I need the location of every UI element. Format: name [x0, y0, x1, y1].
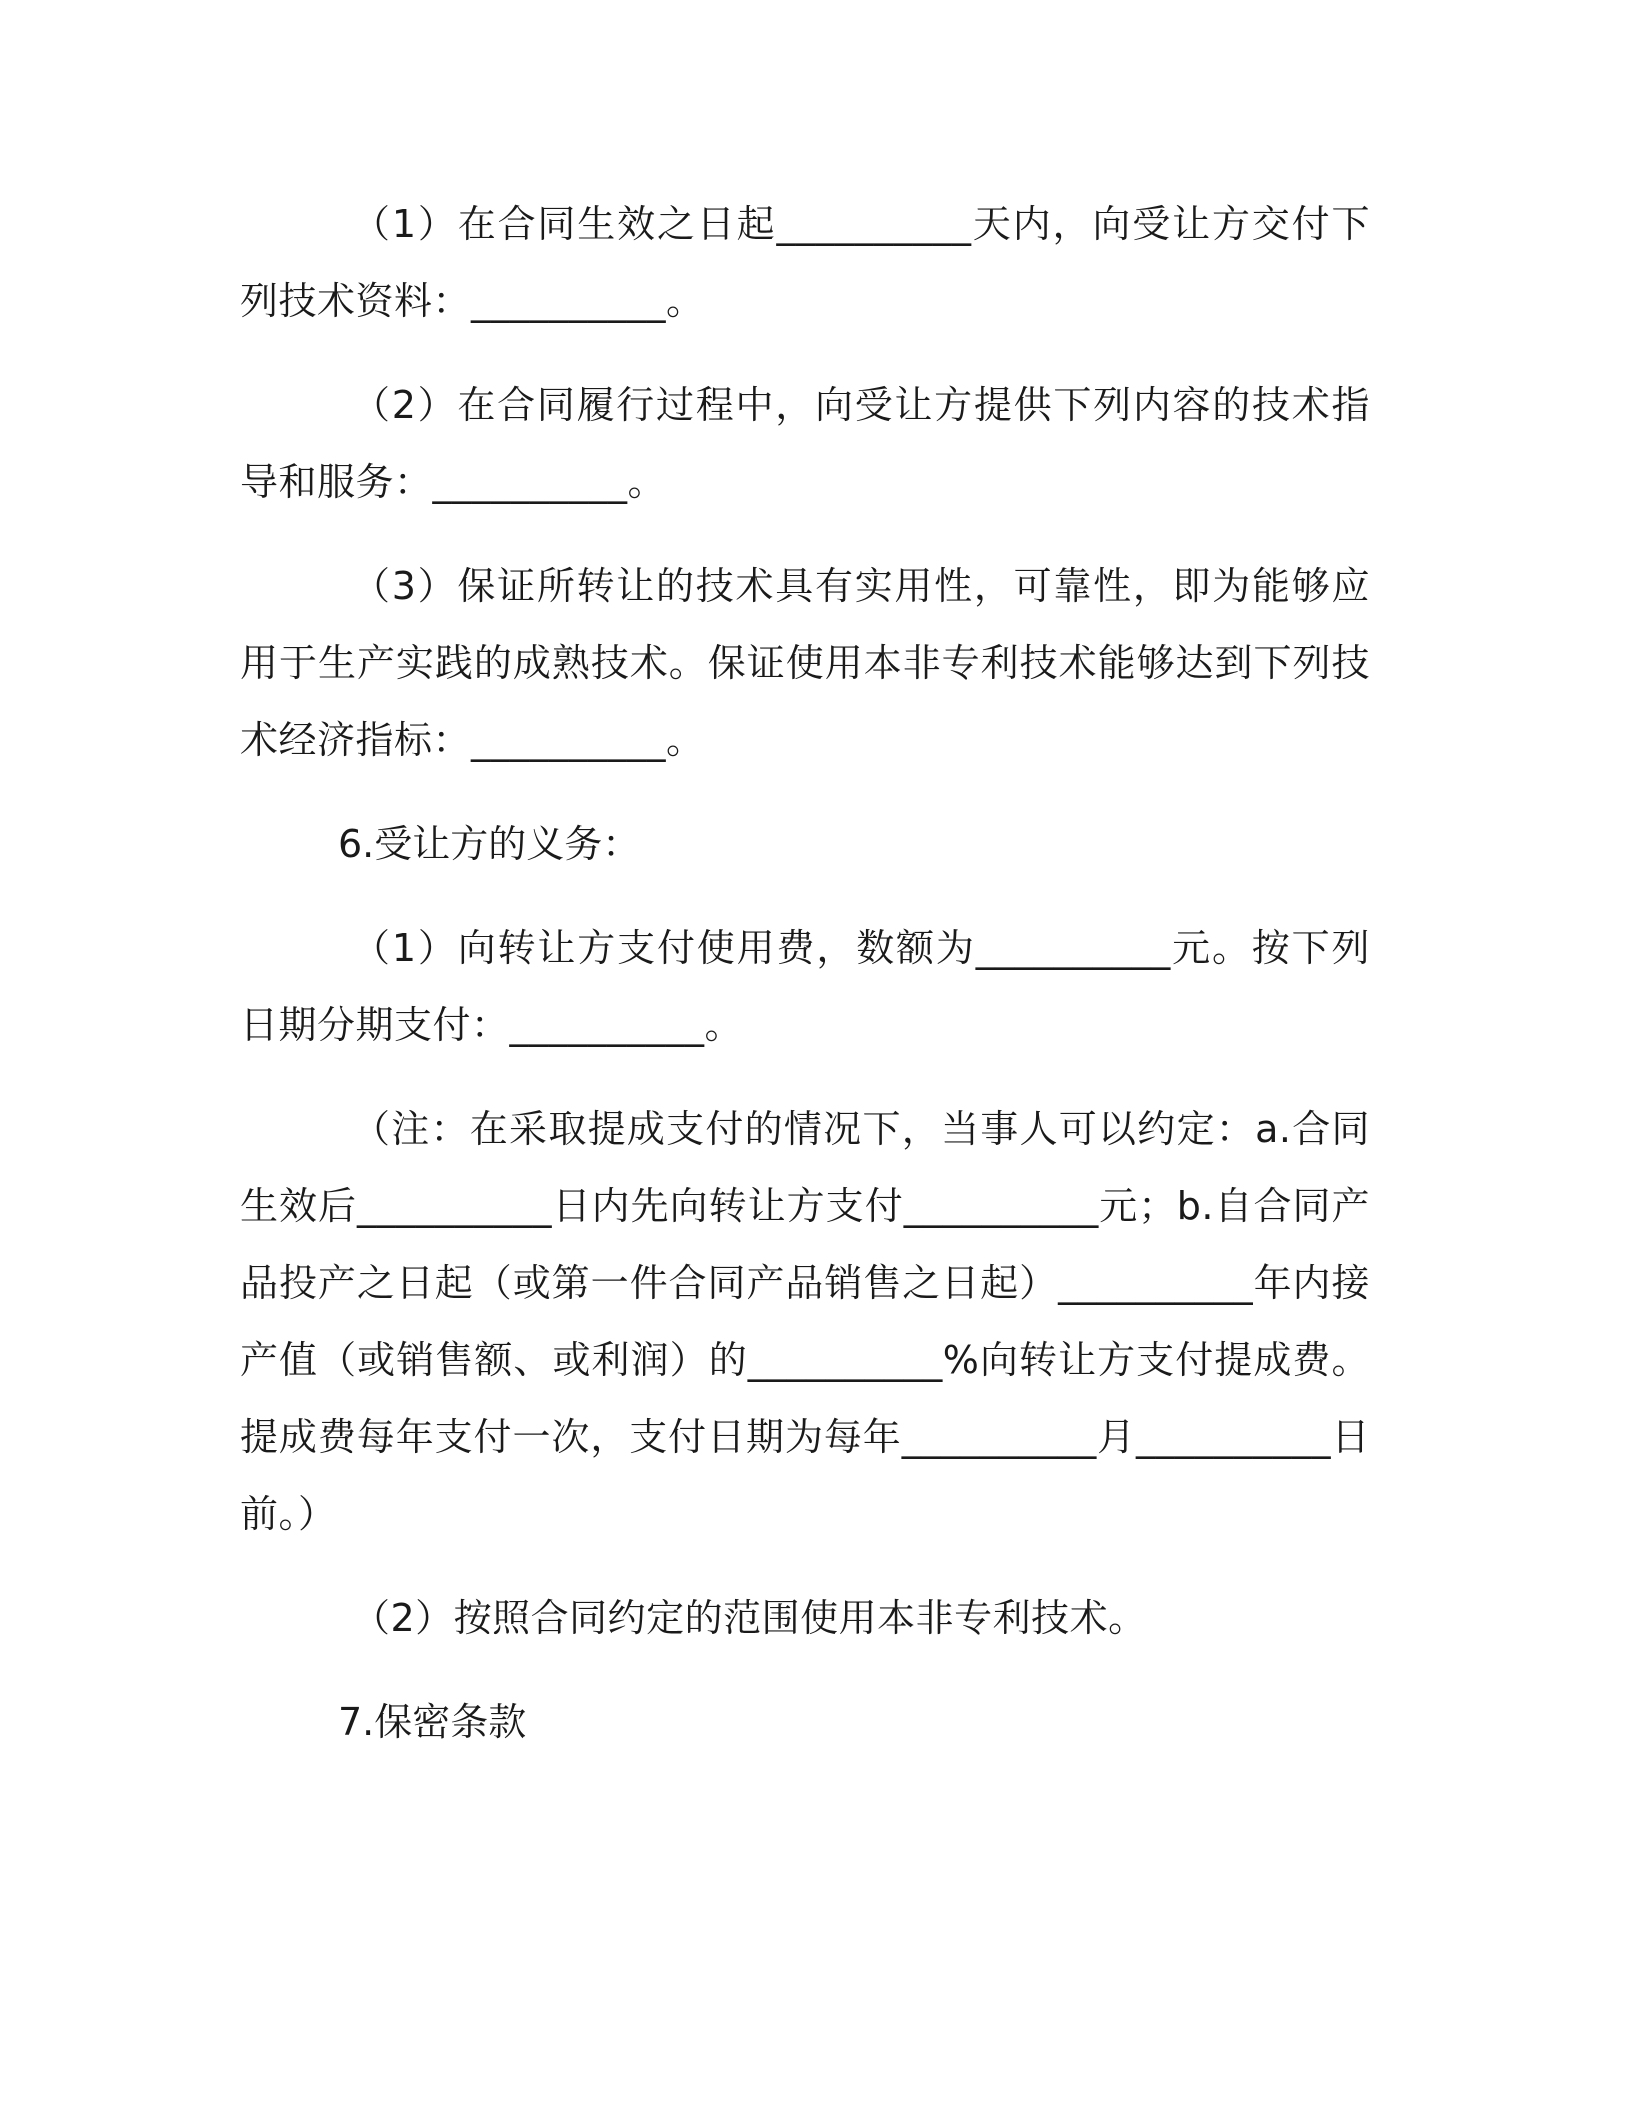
clause-2-paragraph: （2）在合同履行过程中，向受让方提供下列内容的技术指导和服务：__________。: [240, 383, 1370, 504]
section-6-clause-2: （2）按照合同约定的范围使用本非专利技术。: [352, 1596, 1147, 1640]
section-7-heading: 7.保密条款: [338, 1700, 527, 1744]
document-page: [240, 186, 1370, 1788]
clause-1-paragraph: （1）在合同生效之日起__________天内，向受让方交付下列技术资料：__________。: [240, 202, 1370, 323]
section-6-note: （注：在采取提成支付的情况下，当事人可以约定：a.合同生效后__________日内先向转让方支付__________元；b.自合同产品投产之日起（或第一件合同产品销售之日起）__________年内接产值（或销售额、或利润）的__________%向转让方支付提成费。提成费每年支付一次，支付日期为每年__________月__________日前。）: [240, 1107, 1370, 1536]
section-6-heading: 6.受让方的义务：: [338, 822, 641, 866]
clause-3-paragraph: （3）保证所转让的技术具有实用性，可靠性，即为能够应用于生产实践的成熟技术。保证使用本非专利技术能够达到下列技术经济指标：__________。: [240, 564, 1370, 762]
section-6-clause-1: （1）向转让方支付使用费，数额为__________元。按下列日期分期支付：__________。: [240, 926, 1370, 1047]
